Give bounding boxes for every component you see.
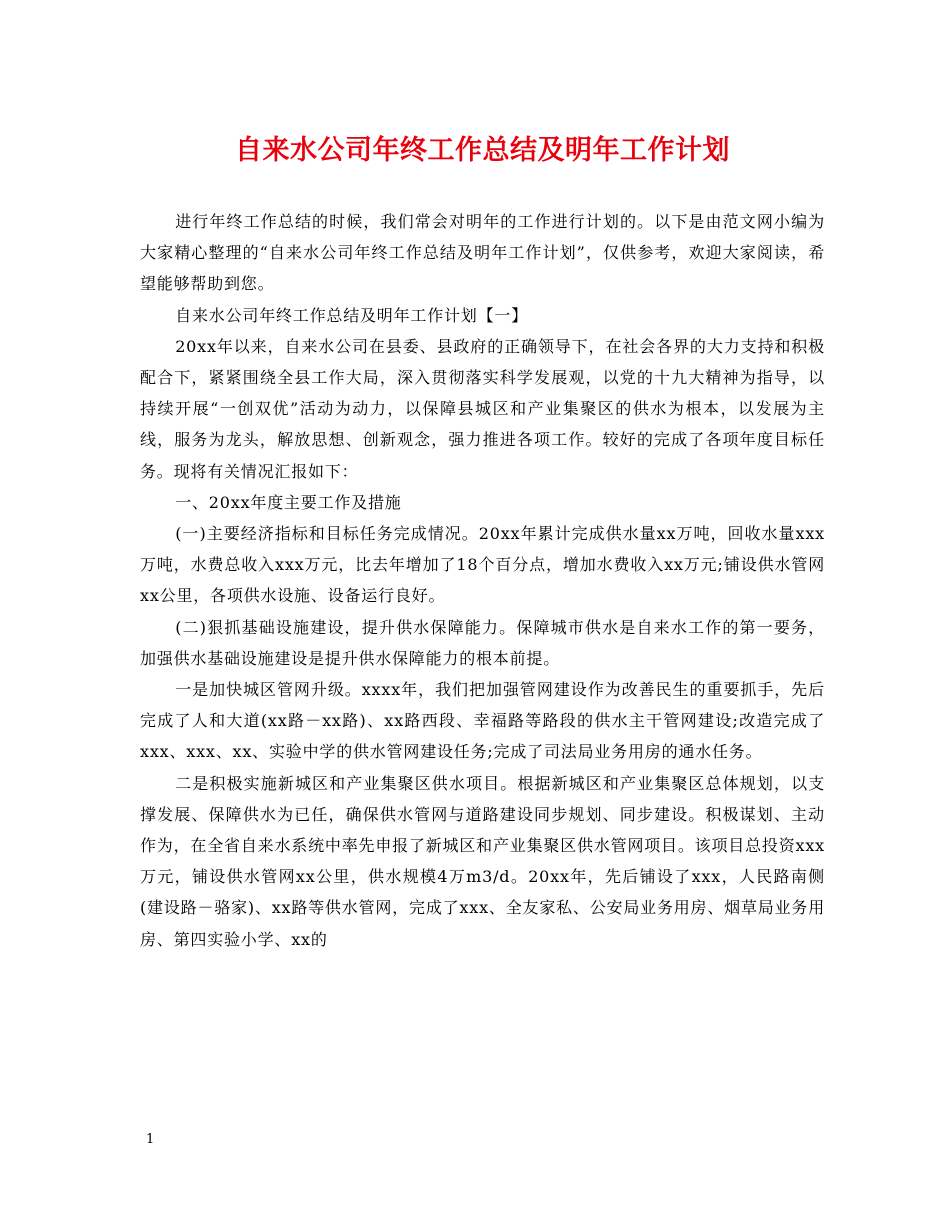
body-paragraph: (一)主要经济指标和目标任务完成情况。20xx年累计完成供水量xx万吨，回收水量xxx万吨，水费总收入xxx万元，比去年增加了18个百分点，增加水费收入xx万元;铺设供水管网xx公里，各项供水设施、设备运行良好。 xyxy=(140,524,825,606)
page-number: 1 xyxy=(146,1132,155,1147)
document-title: 自来水公司年终工作总结及明年工作计划 xyxy=(235,135,730,166)
document-page xyxy=(140,0,825,1230)
subsection-heading: 一、20xx年度主要工作及措施 xyxy=(175,492,402,512)
body-paragraph: 20xx年以来，自来水公司在县委、县政府的正确领导下，在社会各界的大力支持和积极配合下，紧紧围绕全县工作大局，深入贯彻落实科学发展观，以党的十九大精神为指导，以持续开展“一创双优”活动为动力，以保障县城区和产业集聚区的供水为根本，以发展为主线，服务为龙头，解放思想、创新观念，强力推进各项工作。较好的完成了各项年度目标任务。现将有关情况汇报如下： xyxy=(140,336,825,481)
body-paragraph: 一是加快城区管网升级。xxxx年，我们把加强管网建设作为改善民生的重要抓手，先后完成了人和大道(xx路－xx路)、xx路西段、幸福路等路段的供水主干管网建设;改造完成了xxx、xxx、xx、实验中学的供水管网建设任务;完成了司法局业务用房的通水任务。 xyxy=(140,680,825,762)
intro-paragraph: 进行年终工作总结的时候，我们常会对明年的工作进行计划的。以下是由范文网小编为大家精心整理的“自来水公司年终工作总结及明年工作计划”，仅供参考，欢迎大家阅读，希望能够帮助到您。 xyxy=(140,212,825,294)
section-heading: 自来水公司年终工作总结及明年工作计划【一】 xyxy=(175,305,528,325)
body-paragraph: (二)狠抓基础设施建设，提升供水保障能力。保障城市供水是自来水工作的第一要务，加强供水基础设施建设是提升供水保障能力的根本前提。 xyxy=(140,617,825,668)
body-paragraph: 二是积极实施新城区和产业集聚区供水项目。根据新城区和产业集聚区总体规划，以支撑发展、保障供水为已任，确保供水管网与道路建设同步规划、同步建设。积极谋划、主动作为，在全省自来水系统中率先申报了新城区和产业集聚区供水管网项目。该项目总投资xxx万元，铺设供水管网xx公里，供水规模4万m3/d。20xx年，先后铺设了xxx，人民路南侧(建设路－骆家)、xx路等供水管网，完成了xxx、全友家私、公安局业务用房、烟草局业务用房、第四实验小学、xx的 xyxy=(140,773,825,949)
document-body xyxy=(140,206,825,955)
